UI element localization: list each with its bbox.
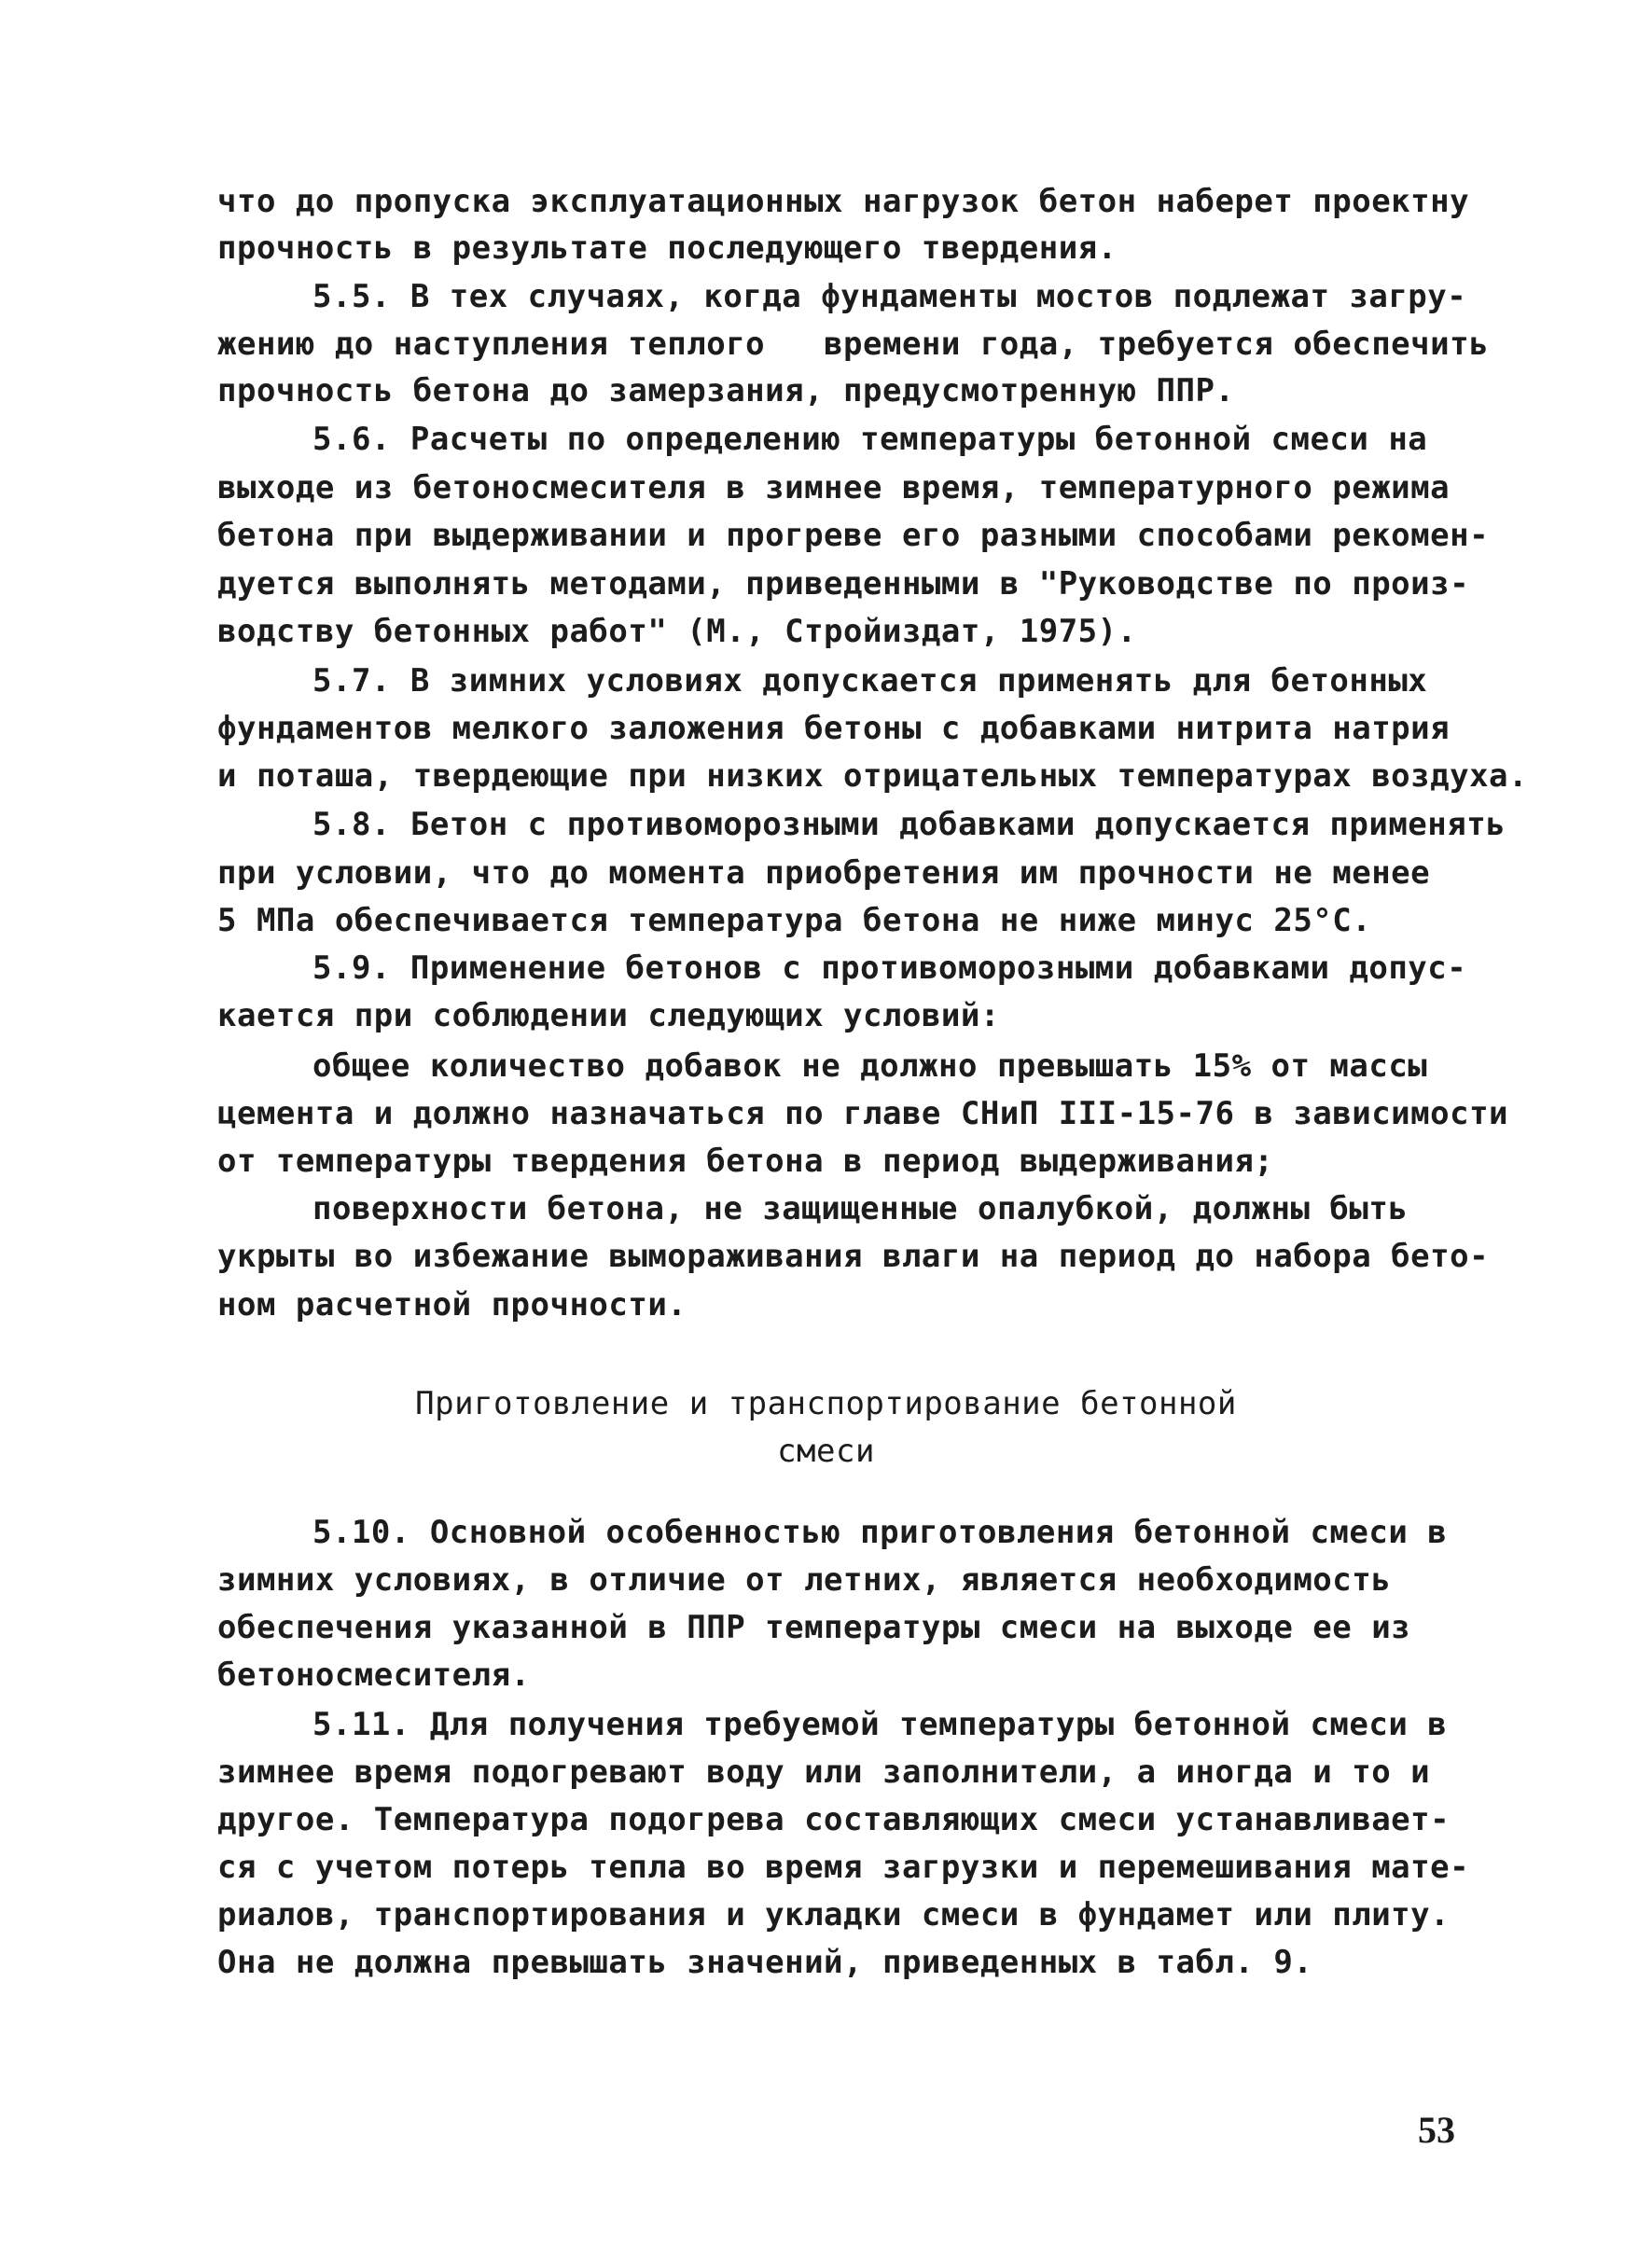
paragraph-5-6: 5.6. Расчеты по определению температуры бетонной смеси на bbox=[312, 421, 1428, 458]
text-line: прочность в результате последующего твердения. bbox=[217, 229, 1118, 267]
text-line: ном расчетной прочности. bbox=[217, 1286, 687, 1324]
text-line: другое. Температура подогрева составляющих смеси устанавливает- bbox=[217, 1801, 1451, 1838]
text-line: бетоносмесителя. bbox=[217, 1656, 531, 1694]
paragraph-5-7: 5.7. В зимних условиях допускается применять для бетонных bbox=[312, 662, 1428, 700]
paragraph-5-8: 5.8. Бетон с противоморозными добавками допускается применять bbox=[312, 806, 1506, 843]
page-number: 53 bbox=[1418, 2109, 1455, 2151]
text-line: и поташа, твердеющие при низких отрицательных температурах воздуха. bbox=[217, 757, 1528, 795]
text-line: бетона при выдерживании и прогреве его разными способами рекомен- bbox=[217, 517, 1490, 554]
text-line: зимних условиях, в отличие от летних, является необходимость bbox=[217, 1561, 1392, 1599]
text-line: Она не должна превышать значений, приведенных в табл. 9. bbox=[217, 1944, 1313, 1981]
condition-item-1: общее количество добавок не должно превышать 15% от массы bbox=[312, 1047, 1428, 1085]
text-line: прочность бетона до замерзания, предусмотренную ППР. bbox=[217, 372, 1235, 409]
text-line: водству бетонных работ" (М., Стройиздат, 1975). bbox=[217, 613, 1137, 650]
paragraph-5-5: 5.5. В тех случаях, когда фундаменты мостов подлежат загру- bbox=[312, 278, 1467, 315]
text-line: обеспечения указанной в ППР температуры смеси на выходе ее из bbox=[217, 1609, 1411, 1646]
text-line: кается при соблюдении следующих условий: bbox=[217, 997, 1000, 1034]
text-line: при условии, что до момента приобретения им прочности не менее bbox=[217, 854, 1431, 892]
text-line: ся с учетом потерь тепла во время загрузки и перемешивания мате- bbox=[217, 1849, 1470, 1886]
text-line: дуется выполнять методами, приведенными в "Руководстве по произ- bbox=[217, 565, 1470, 603]
text-line: укрыты во избежание вымораживания влаги на период до набора бето- bbox=[217, 1238, 1490, 1275]
text-line: что до пропуска эксплуатационных нагрузок бетон наберет проектну bbox=[217, 183, 1470, 220]
text-line: жению до наступления теплого времени года, требуется обеспечить bbox=[217, 326, 1490, 363]
text-line: зимнее время подогревают воду или заполнители, а иногда и то и bbox=[217, 1753, 1431, 1791]
paragraph-5-11: 5.11. Для получения требуемой температуры бетонной смеси в bbox=[312, 1706, 1448, 1743]
paragraph-5-10: 5.10. Основной особенностью приготовления бетонной смеси в bbox=[312, 1514, 1448, 1551]
text-line: цемента и должно назначаться по главе СНиП III-15-76 в зависимости bbox=[217, 1095, 1509, 1132]
text-line: от температуры твердения бетона в период выдерживания; bbox=[217, 1143, 1274, 1180]
section-heading: Приготовление и транспортирование бетонной bbox=[415, 1385, 1237, 1422]
condition-item-2: поверхности бетона, не защищенные опалубкой, должны быть bbox=[312, 1190, 1409, 1227]
text-line: риалов, транспортирования и укладки смеси в фундамет или плиту. bbox=[217, 1896, 1451, 1933]
text-line: 5 МПа обеспечивается температура бетона не ниже минус 25°С. bbox=[217, 902, 1372, 939]
paragraph-5-9: 5.9. Применение бетонов с противоморозными добавками допус- bbox=[312, 949, 1467, 987]
text-line: фундаментов мелкого заложения бетоны с добавками нитрита натрия bbox=[217, 710, 1451, 747]
text-line: выходе из бетоносмесителя в зимнее время, температурного режима bbox=[217, 469, 1451, 506]
section-heading-cont: смеси bbox=[777, 1433, 875, 1470]
